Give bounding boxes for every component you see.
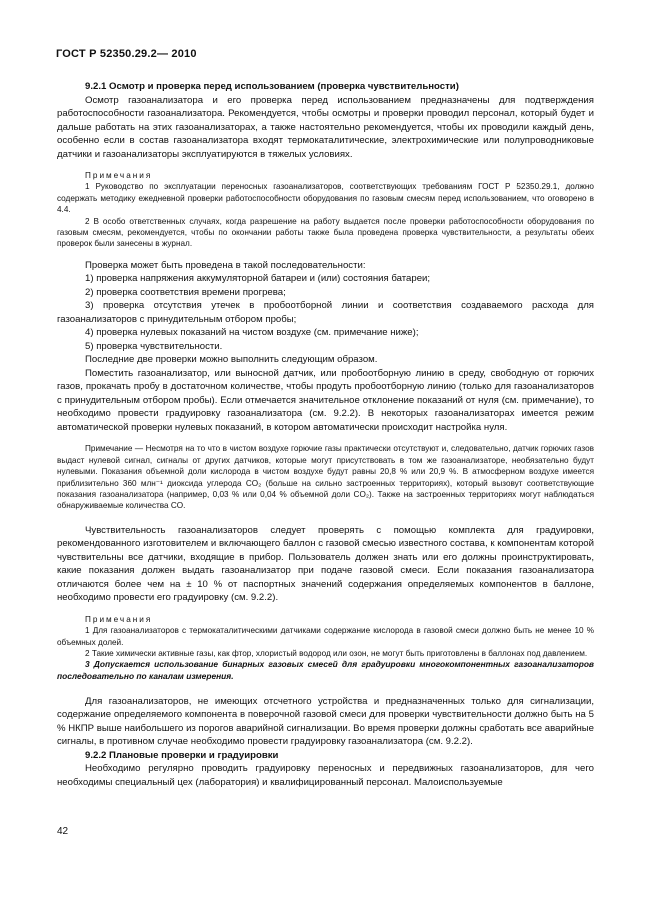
list-item: 1) проверка напряжения аккумуляторной батареи и (или) состояния батареи; (85, 273, 431, 285)
list-item: 2) проверка соответствия времени прогрева; (85, 286, 286, 298)
notes-title: Примечания (85, 614, 153, 624)
list-item: 3) проверка отсутствия утечек в пробоотборной линии и соответствия создаваемого расхода для газоанализаторов с принудительным отбором пробы; (57, 300, 594, 325)
list-item: 4) проверка нулевых показаний на чистом воздухе (см. примечание ниже); (85, 327, 419, 339)
note-paragraph: Примечание — Несмотря на то что в чистом воздухе горючие газы практически отсутствуют и, следовательно, датчик горючих газов выдаст нулевой сигнал, сигналы от других датчиков, которые могут присутствовать в том же газоанализаторе, необязательно будут нулевыми. Показания объемной доли кислорода в чистом воздухе будут равны 20,8 % или 20,9 %. В атмосферном воздухе имеется приблизительно 360 млн⁻¹ диоксида углерода CO₂ (больше на сильно застроенных территориях), который вызовут соответствующие показания газоанализатора (например, 0,03 % или 0,04 % объемной доли CO₂). Также на застроенных территориях могут наблюдаться обнаруживаемые количества CO. (57, 444, 594, 511)
note-item: 1 Руководство по эксплуатации переносных газоанализаторов, соответствующих требованиям ГОСТ Р 52350.29.1, должно содержать методику ежедневной проверки работоспособности оборудования по газовым смесям перед использованием, что оговорено в 4.4. (57, 182, 594, 215)
document-body (57, 80, 594, 789)
paragraph: Необходимо регулярно проводить градуировку переносных и передвижных газоанализаторов, для чего необходимы специальный цех (лаборатория) и квалифицированный персонал. Малоиспользуемые (57, 763, 594, 788)
section-heading-9-2-1: 9.2.1 Осмотр и проверка перед использованием (проверка чувствительности) (85, 81, 459, 92)
notes-title: Примечания (85, 171, 153, 180)
page-number: 42 (57, 826, 69, 837)
paragraph: Чувствительность газоанализаторов следует проверять с помощью комплекта для градуировки, рекомендованного изготовителем и включающего баллон с газовой смесью известного состава, к компонентам которой чувствительны все датчики, входящие в прибор. Пользователь должен знать или его должны проинструктировать, какие показания должен выдать газоанализатор при подаче газовой смеси. Если показания газоанализатора отличаются более чем на ± 10 % от паспортных значений содержания определяемых компонентов в баллоне, необходимо провести его градуировку (см. 9.2.2). (57, 524, 594, 604)
list-item: 5) проверка чувствительности. (85, 340, 223, 352)
note-item: 2 Такие химически активные газы, как фтор, хлористый водород или озон, не могут быть приготовлены в баллонах под давлением. (85, 649, 588, 658)
paragraph: Поместить газоанализатор, или выносной датчик, или пробоотборную линию в среду, свободную от горючих газов, прокачать пробу в достаточном количестве, чтобы продуть пробоотборную линию (только для газоанализаторов с принудительным отбором пробы). Если отмечается значительное отклонение показаний от нуля (см. примечание), то необходимо провести градуировку газоанализатора (см. 9.2.2). В некоторых газоанализаторах имеется режим автоматической проверки нулевых показаний, в котором автоматически происходит настройка нуля. (57, 367, 594, 433)
document-header: ГОСТ Р 52350.29.2— 2010 (56, 48, 197, 60)
note-item: 2 В особо ответственных случаях, когда разрешение на работу выдается после проверки работоспособности оборудования по газовым смесям, рекомендуется, чтобы по окончании работы также была проведена проверка чувствительности, а результаты обеих проверок были занесены в журнал. (57, 216, 594, 249)
paragraph: Проверка может быть проведена в такой последовательности: (85, 259, 366, 271)
note-item-emphasis: 3 Допускается использование бинарных газовых смесей для градуировки многокомпонентных газоанализаторов последовательно по каналам измерения. (57, 659, 594, 681)
paragraph: Последние две проверки можно выполнить следующим образом. (85, 354, 378, 366)
paragraph: Осмотр газоанализатора и его проверка перед использованием предназначены для подтверждения работоспособности газоанализатора. Рекомендуется, чтобы осмотры и проверки проводил персонал, который будет и дальше работать на этих газоанализаторах, а также настоятельно рекомендуется, чтобы их проводили каждый день, особенно если в состав газоанализатора входят термокаталитические, электрохимические или полупроводниковые датчики и газоанализаторы эксплуатируются в тяжелых условиях. (57, 94, 594, 160)
section-heading-9-2-2: 9.2.2 Плановые проверки и градуировки (85, 749, 279, 761)
paragraph: Для газоанализаторов, не имеющих отсчетного устройства и предназначенных только для сигнализации, содержание определяемого компонента в поверочной газовой смеси для проверки чувствительности должно быть на 5 % НКПР выше наибольшего из порогов аварийной сигнализации. Во время проверки должны сработать все аварийные сигналы, в противном случае необходимо провести градуировку газоанализатора (см. 9.2.2). (57, 695, 594, 748)
note-item: 1 Для газоанализаторов с термокаталитическими датчиками содержание кислорода в газовой смеси должно быть не менее 10 % объемных долей. (57, 626, 594, 647)
